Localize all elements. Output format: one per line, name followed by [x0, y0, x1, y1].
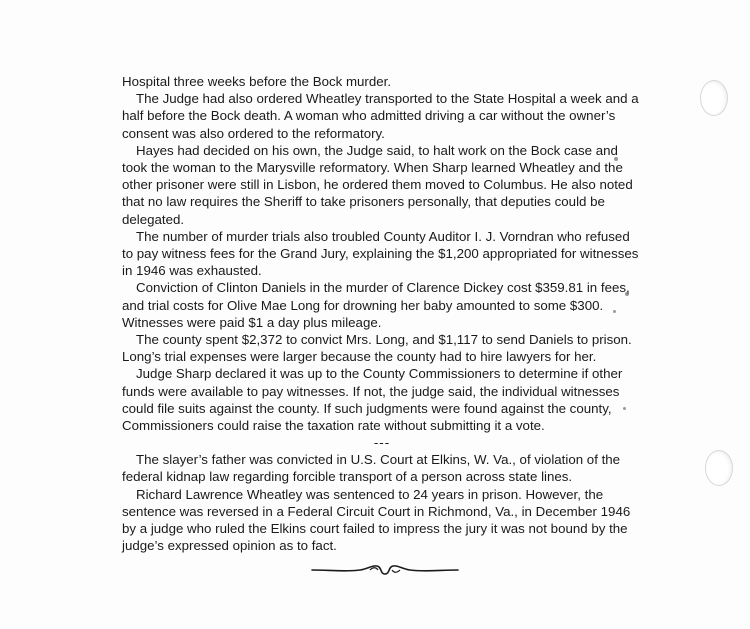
article-body: [122, 73, 642, 554]
binder-hole-middle: [705, 450, 733, 486]
ornamental-flourish-icon: [310, 558, 460, 582]
paragraph: The county spent $2,372 to convict Mrs. Long, and $1,117 to send Daniels to prison. Long’s trial expenses were larger because the county had to hire lawyers for her.: [122, 332, 632, 365]
paragraph: The Judge had also ordered Wheatley transported to the State Hospital a week and a half before the Bock death. A woman who admitted driving a car without the owner’s consent was also ordered to the reformatory.: [122, 91, 639, 141]
paragraph: Hayes had decided on his own, the Judge said, to halt work on the Bock case and took the woman to the Marysville reformatory. When Sharp learned Wheatley and the other prisoner were still in Lisbon, he ordered them moved to Columbus. He also noted that no law requires the Sheriff to take prisoners personally, that deputies could be delegated.: [122, 142, 633, 227]
paragraph: Conviction of Clinton Daniels in the murder of Clarence Dickey cost $359.81 in fees, and trial costs for Olive Mae Long for drowning her baby amounted to some $300. Witnesses were paid $1 a day plus mileage.: [122, 280, 630, 330]
paragraph: The slayer’s father was convicted in U.S. Court at Elkins, W. Va., of violation of the federal kidnap law regarding forcible transport of a person across state lines.: [122, 452, 621, 485]
paragraph: The number of murder trials also troubled County Auditor I. J. Vorndran who refused to pay witness fees for the Grand Jury, explaining the $1,200 appropriated for witnesses in 1946 was exhausted.: [122, 228, 639, 279]
section-separator: ---: [373, 435, 391, 451]
binder-hole-top: [700, 80, 728, 116]
paragraph: Hospital three weeks before the Bock murder.: [122, 74, 392, 89]
paragraph: Judge Sharp declared it was up to the County Commissioners to determine if other funds were available to pay witnesses. If not, the judge said, the individual witnesses could file suits against the county. If such judgments were found against the county, Commissioners could raise the taxation rate without submitting it a vote.: [122, 366, 623, 434]
paragraph: Richard Lawrence Wheatley was sentenced to 24 years in prison. However, the sentence was reversed in a Federal Circuit Court in Richmond, Va., in December 1946 by a judge who ruled the Elkins court failed to impress the jury it was not bound by the judge’s expressed opinion as to fact.: [122, 486, 631, 554]
